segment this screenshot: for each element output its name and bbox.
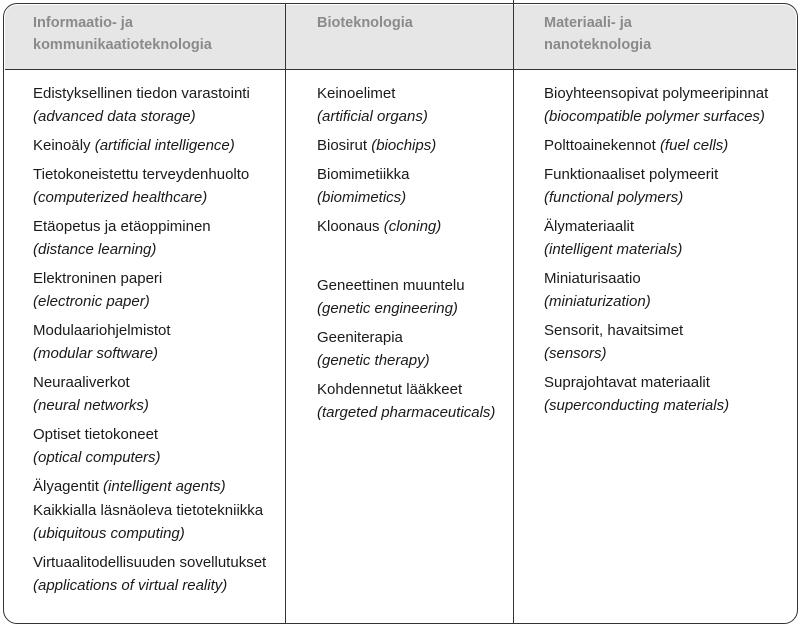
term-english: (intelligent materials) bbox=[544, 241, 683, 258]
term-finnish: Kloonaus bbox=[317, 218, 380, 235]
list-item bbox=[544, 82, 768, 128]
term-english: (functional polymers) bbox=[544, 189, 684, 206]
list-item bbox=[317, 326, 495, 372]
list-item bbox=[317, 215, 495, 238]
header-materials-line2: nanoteknologia bbox=[544, 37, 652, 53]
header-ict-line1: Informaatio- ja bbox=[33, 15, 133, 31]
list-item bbox=[544, 267, 768, 313]
header-ict-line2: kommunikaatioteknologia bbox=[33, 37, 212, 53]
term-english: (distance learning) bbox=[33, 241, 157, 258]
list-item bbox=[33, 134, 266, 157]
term-finnish: Älyagentit bbox=[33, 478, 99, 495]
list-item bbox=[317, 134, 495, 157]
term-english: (applications of virtual reality) bbox=[33, 577, 228, 594]
term-english: (ubiquitous computing) bbox=[33, 525, 185, 542]
term-finnish: Keinoäly bbox=[33, 137, 91, 154]
list-item bbox=[317, 274, 495, 320]
term-finnish: Biosirut bbox=[317, 137, 368, 154]
term-english: (sensors) bbox=[544, 345, 607, 362]
list-item bbox=[544, 134, 768, 157]
list-item bbox=[544, 371, 768, 417]
term-english: (genetic therapy) bbox=[317, 352, 430, 369]
column-divider-2 bbox=[513, 0, 514, 624]
header-materials-line1: Materiaali- ja bbox=[544, 15, 632, 31]
term-finnish: Geeniterapia bbox=[317, 329, 403, 346]
term-finnish: Elektroninen paperi bbox=[33, 270, 163, 287]
term-english: (advanced data storage) bbox=[33, 108, 196, 125]
list-item bbox=[33, 82, 266, 128]
term-finnish: Älymateriaalit bbox=[544, 218, 635, 235]
term-english: (biocompatible polymer surfaces) bbox=[544, 108, 765, 125]
header-materials bbox=[544, 12, 651, 56]
term-finnish: Kaikkialla läsnäoleva tietotekniikka bbox=[33, 502, 264, 519]
list-item bbox=[33, 215, 266, 261]
term-english: (electronic paper) bbox=[33, 293, 150, 310]
term-finnish: Polttoainekennot bbox=[544, 137, 656, 154]
term-english: (intelligent agents) bbox=[103, 478, 226, 495]
list-item bbox=[33, 163, 266, 209]
term-english: (targeted pharmaceuticals) bbox=[317, 404, 496, 421]
term-finnish: Bioyhteensopivat polymeeripinnat bbox=[544, 85, 769, 102]
term-finnish: Geneettinen muuntelu bbox=[317, 277, 465, 294]
header-biotech bbox=[317, 12, 413, 34]
list-item bbox=[317, 82, 495, 128]
term-english: (superconducting materials) bbox=[544, 397, 730, 414]
term-finnish: Modulaariohjelmistot bbox=[33, 322, 171, 339]
list-item bbox=[33, 267, 266, 313]
term-finnish: Keinoelimet bbox=[317, 85, 396, 102]
list-item bbox=[544, 215, 768, 261]
column-materials bbox=[544, 82, 768, 423]
term-finnish: Suprajohtavat materiaalit bbox=[544, 374, 710, 391]
term-english: (optical computers) bbox=[33, 449, 161, 466]
term-finnish: Neuraaliverkot bbox=[33, 374, 130, 391]
list-item bbox=[33, 423, 266, 469]
column-biotech bbox=[317, 82, 495, 430]
term-finnish: Virtuaalitodellisuuden sovellutukset bbox=[33, 554, 267, 571]
term-english: (miniaturization) bbox=[544, 293, 651, 310]
term-english: (artificial organs) bbox=[317, 108, 428, 125]
term-english: (genetic engineering) bbox=[317, 300, 458, 317]
term-finnish: Optiset tietokoneet bbox=[33, 426, 159, 443]
header-biotech-line1: Bioteknologia bbox=[317, 15, 413, 31]
list-item bbox=[33, 371, 266, 417]
term-finnish: Etäopetus ja etäoppiminen bbox=[33, 218, 211, 235]
list-item bbox=[33, 551, 266, 597]
list-item bbox=[544, 319, 768, 365]
term-english: (modular software) bbox=[33, 345, 159, 362]
term-english: (cloning) bbox=[383, 218, 442, 235]
list-item bbox=[33, 475, 266, 498]
list-item bbox=[317, 163, 495, 209]
term-finnish: Miniaturisaatio bbox=[544, 270, 641, 287]
list-item bbox=[33, 319, 266, 365]
term-finnish: Tietokoneistettu terveydenhuolto bbox=[33, 166, 250, 183]
term-english: (neural networks) bbox=[33, 397, 149, 414]
term-finnish: Kohdennetut lääkkeet bbox=[317, 381, 463, 398]
list-item bbox=[544, 163, 768, 209]
term-english: (artificial intelligence) bbox=[94, 137, 235, 154]
column-divider-1 bbox=[285, 4, 286, 624]
term-english: (computerized healthcare) bbox=[33, 189, 208, 206]
header-ict bbox=[33, 12, 212, 56]
column-ict bbox=[33, 82, 266, 603]
term-english: (biochips) bbox=[371, 137, 437, 154]
spacer bbox=[317, 244, 495, 274]
term-finnish: Biomimetiikka bbox=[317, 166, 410, 183]
list-item bbox=[33, 499, 266, 545]
term-finnish: Funktionaaliset polymeerit bbox=[544, 166, 719, 183]
term-english: (fuel cells) bbox=[659, 137, 729, 154]
term-finnish: Sensorit, havaitsimet bbox=[544, 322, 684, 339]
list-item bbox=[317, 378, 495, 424]
term-english: (biomimetics) bbox=[317, 189, 407, 206]
term-finnish: Edistyksellinen tiedon varastointi bbox=[33, 85, 250, 102]
